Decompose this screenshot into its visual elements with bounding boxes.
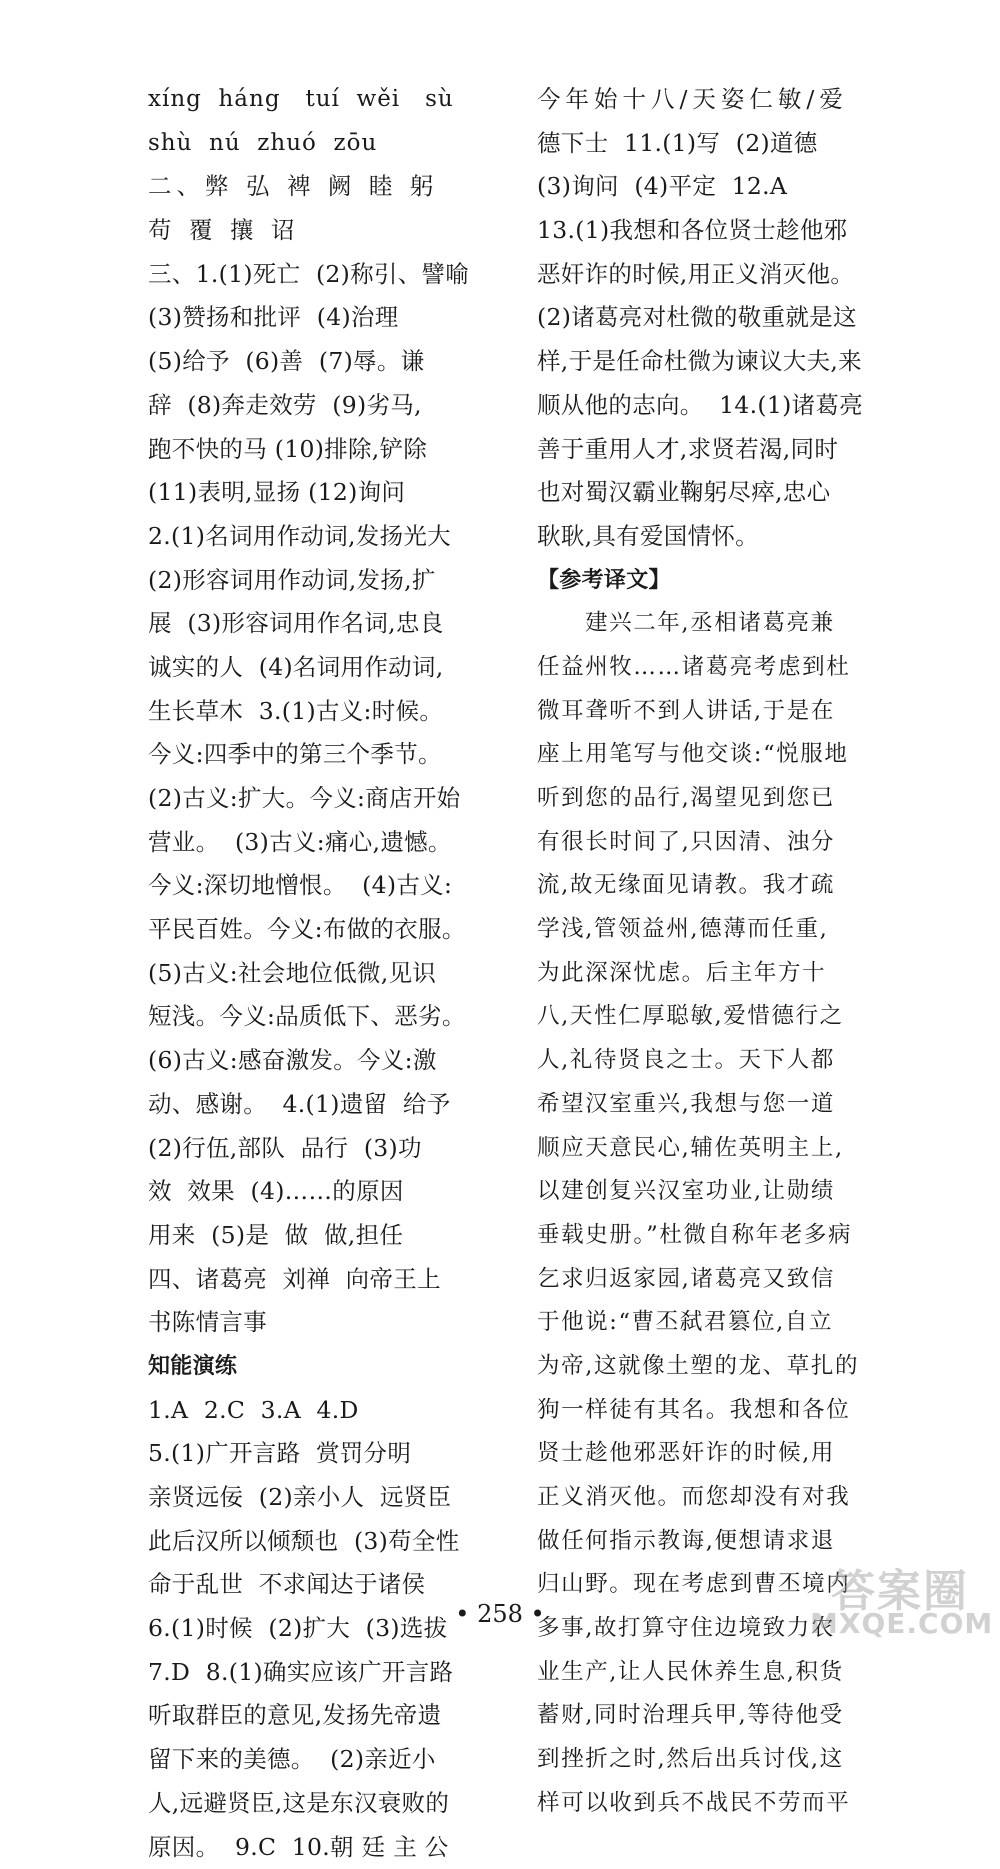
- text-line: 德下士 11.(1)写 (2)道德: [537, 122, 857, 166]
- watermark-logo: [810, 1555, 990, 1645]
- text-line: 1.A 2.C 3.A 4.D: [148, 1389, 483, 1433]
- text-line: 耿耿,具有爱国情怀。: [537, 515, 857, 559]
- text-line: 今义:深切地憎恨。 (4)古义:: [148, 864, 483, 908]
- text-line: 乞求归返家园,诸葛亮又致信: [537, 1258, 857, 1302]
- text-line: 知能演练: [148, 1345, 483, 1389]
- text-line: 6.(1)时候 (2)扩大 (3)选拔: [148, 1607, 483, 1651]
- text-line: 命于乱世 不求闻达于诸侯: [148, 1563, 483, 1607]
- text-line: 流,故无缘面见请教。我才疏: [537, 864, 857, 908]
- text-line: 三、1.(1)死亡 (2)称引、譬喻: [148, 253, 483, 297]
- text-line: 苟 覆 攘 诏: [148, 209, 483, 253]
- text-line: (5)古义:社会地位低微,见识: [148, 952, 483, 996]
- text-line: 顺从他的志向。 14.(1)诸葛亮: [537, 384, 857, 428]
- text-line: 13.(1)我想和各位贤士趁他邪: [537, 209, 857, 253]
- text-line: 到挫折之时,然后出兵讨伐,这: [537, 1738, 857, 1782]
- text-line: (3)询问 (4)平定 12.A: [537, 165, 857, 209]
- text-line: (2)诸葛亮对杜微的敬重就是这: [537, 296, 857, 340]
- text-line: 为帝,这就像土塑的龙、草扎的: [537, 1345, 857, 1389]
- text-line: 5.(1)广开言路 赏罚分明: [148, 1432, 483, 1476]
- text-line: 听取群臣的意见,发扬先帝遗: [148, 1694, 483, 1738]
- text-line: 正义消灭他。而您却没有对我: [537, 1476, 857, 1520]
- text-line: 跑不快的马 (10)排除,铲除: [148, 428, 483, 472]
- text-line: 贤士趁他邪恶奸诈的时候,用: [537, 1432, 857, 1476]
- text-line: 书陈情言事: [148, 1301, 483, 1345]
- text-line: 任益州牧……诸葛亮考虑到杜: [537, 646, 857, 690]
- text-line: 营业。 (3)古义:痛心,遗憾。: [148, 821, 483, 865]
- text-line: 学浅,管领益州,德薄而任重,: [537, 908, 857, 952]
- text-line: 也对蜀汉霸业鞠躬尽瘁,忠心: [537, 471, 857, 515]
- text-line: 展 (3)形容词用作名词,忠良: [148, 602, 483, 646]
- text-line: 四、诸葛亮 刘禅 向帝王上: [148, 1258, 483, 1302]
- text-line: (5)给予 (6)善 (7)辱。谦: [148, 340, 483, 384]
- text-line: 有很长时间了,只因清、浊分: [537, 821, 857, 865]
- text-line: 业生产,让人民休养生息,积货: [537, 1651, 857, 1695]
- text-line: 用来 (5)是 做 做,担任: [148, 1214, 483, 1258]
- text-line: 建兴二年,丞相诸葛亮兼: [537, 602, 857, 646]
- text-line: (3)赞扬和批评 (4)治理: [148, 296, 483, 340]
- text-line: 今义:四季中的第三个季节。: [148, 733, 483, 777]
- text-line: 于他说:“曹丕弑君篡位,自立: [537, 1301, 857, 1345]
- text-line: 样可以收到兵不战民不劳而平: [537, 1782, 857, 1826]
- text-line: 短浅。今义:品质低下、恶劣。: [148, 995, 483, 1039]
- watermark-url: MXQE.COM: [810, 1607, 990, 1640]
- text-line: 人,远避贤臣,这是东汉衰败的: [148, 1782, 483, 1826]
- right-column: [537, 78, 857, 1826]
- text-line: 效 效果 (4)……的原因: [148, 1170, 483, 1214]
- text-line: 恶奸诈的时候,用正义消灭他。: [537, 253, 857, 297]
- text-line: 以建创复兴汉室功业,让勋绩: [537, 1170, 857, 1214]
- text-line: 亲贤远佞 (2)亲小人 远贤臣: [148, 1476, 483, 1520]
- watermark-text: 答案圈: [810, 1555, 990, 1619]
- text-line: 希望汉室重兴,我想与您一道: [537, 1083, 857, 1127]
- text-line: 辞 (8)奔走效劳 (9)劣马,: [148, 384, 483, 428]
- text-line: 狗一样徒有其名。我想和各位: [537, 1389, 857, 1433]
- text-line: (2)古义:扩大。今义:商店开始: [148, 777, 483, 821]
- text-line: 平民百姓。今义:布做的衣服。: [148, 908, 483, 952]
- text-line: 为此深深忧虑。后主年方十: [537, 952, 857, 996]
- text-line: 善于重用人才,求贤若渴,同时: [537, 428, 857, 472]
- text-line: 顺应天意民心,辅佐英明主上,: [537, 1127, 857, 1171]
- text-line: 多事,故打算守住边境致力农: [537, 1607, 857, 1651]
- page-number: • 258 •: [0, 1600, 1000, 1628]
- text-line: 微耳聋听不到人讲话,于是在: [537, 690, 857, 734]
- text-line: 样,于是任命杜微为谏议大夫,来: [537, 340, 857, 384]
- text-line: 垂载史册。”杜微自称年老多病: [537, 1214, 857, 1258]
- text-line: 留下来的美德。 (2)亲近小: [148, 1738, 483, 1782]
- text-line: 归山野。现在考虑到曹丕境内: [537, 1563, 857, 1607]
- text-line: 【参考译文】: [537, 559, 857, 603]
- text-line: 生长草木 3.(1)古义:时候。: [148, 690, 483, 734]
- text-line: 诚实的人 (4)名词用作动词,: [148, 646, 483, 690]
- text-line: (11)表明,显扬 (12)询问: [148, 471, 483, 515]
- text-line: 八,天性仁厚聪敏,爱惜德行之: [537, 995, 857, 1039]
- text-line: (6)古义:感奋激发。今义:激: [148, 1039, 483, 1083]
- text-line: xíng háng tuí wěi sù: [148, 78, 483, 122]
- text-line: 人,礼待贤良之士。天下人都: [537, 1039, 857, 1083]
- text-line: 2.(1)名词用作动词,发扬光大: [148, 515, 483, 559]
- text-line: 今年始十八/天姿仁敏/爱: [537, 78, 857, 122]
- text-line: 7.D 8.(1)确实应该广开言路: [148, 1651, 483, 1695]
- text-line: 听到您的品行,渴望见到您已: [537, 777, 857, 821]
- text-line: (2)行伍,部队 品行 (3)功: [148, 1127, 483, 1171]
- text-line: shù nú zhuó zōu: [148, 122, 483, 166]
- text-line: 二、弊 弘 裨 阙 睦 躬: [148, 165, 483, 209]
- text-line: 座上用笔写与他交谈:“悦服地: [537, 733, 857, 777]
- text-line: 动、感谢。 4.(1)遗留 给予: [148, 1083, 483, 1127]
- text-line: 做任何指示教诲,便想请求退: [537, 1520, 857, 1564]
- text-line: 此后汉所以倾颓也 (3)苟全性: [148, 1520, 483, 1564]
- text-line: (2)形容词用作动词,发扬,扩: [148, 559, 483, 603]
- text-line: 蓄财,同时治理兵甲,等待他受: [537, 1694, 857, 1738]
- text-line: 原因。 9.C 10.朝 廷 主 公: [148, 1826, 483, 1869]
